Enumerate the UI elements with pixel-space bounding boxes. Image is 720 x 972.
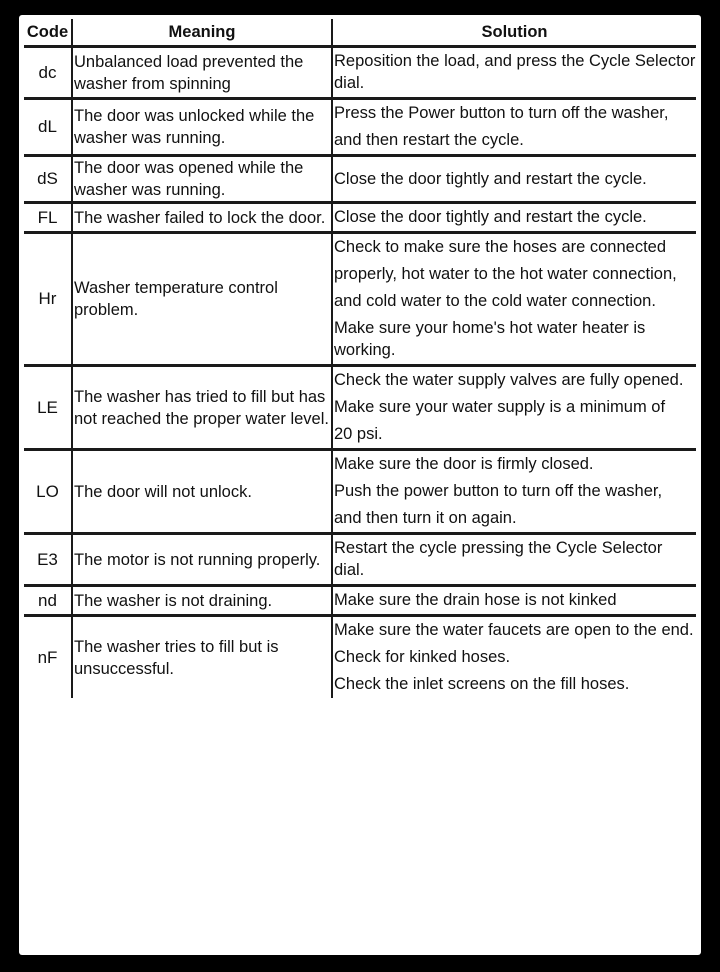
table-row — [24, 47, 696, 99]
header-solution: Solution — [332, 19, 696, 47]
solution-line: Make sure the water faucets are open to the end. — [334, 621, 694, 639]
error-meaning: The door was unlocked while the washer was running. — [72, 99, 332, 156]
error-code: LE — [24, 366, 72, 450]
table-row — [24, 99, 696, 156]
error-solution — [332, 366, 696, 450]
table-row — [24, 366, 696, 450]
solution-line: Close the door tightly and restart the cycle. — [334, 208, 647, 226]
solution-line: and cold water to the cold water connection. — [334, 292, 656, 310]
solution-line: Make sure your water supply is a minimum of — [334, 398, 666, 416]
solution-line: Check to make sure the hoses are connected — [334, 238, 667, 256]
error-code-table — [24, 19, 696, 698]
error-meaning: The washer has tried to fill but has not reached the proper water level. — [72, 366, 332, 450]
header-row — [24, 19, 696, 47]
error-code: dS — [24, 156, 72, 203]
error-solution — [332, 450, 696, 534]
table-row — [24, 616, 696, 699]
solution-line: properly, hot water to the hot water connection, — [334, 265, 677, 283]
error-solution — [332, 47, 696, 99]
error-solution — [332, 616, 696, 699]
error-code: dc — [24, 47, 72, 99]
solution-line: Check the inlet screens on the fill hoses. — [334, 675, 630, 693]
error-solution — [332, 203, 696, 233]
solution-line: Press the Power button to turn off the washer, — [334, 104, 669, 122]
table-row — [24, 233, 696, 366]
error-meaning: The door will not unlock. — [72, 450, 332, 534]
error-meaning: The motor is not running properly. — [72, 534, 332, 586]
error-code: LO — [24, 450, 72, 534]
table-row — [24, 450, 696, 534]
error-code: nd — [24, 586, 72, 616]
solution-line: Make sure the drain hose is not kinked — [334, 591, 617, 609]
error-solution — [332, 534, 696, 586]
error-solution — [332, 99, 696, 156]
solution-line: Close the door tightly and restart the cycle. — [334, 169, 647, 188]
error-code: FL — [24, 203, 72, 233]
header-meaning: Meaning — [72, 19, 332, 47]
table-body — [24, 47, 696, 699]
header-code: Code — [24, 19, 72, 47]
solution-line: and then turn it on again. — [334, 509, 517, 527]
error-meaning: The washer is not draining. — [72, 586, 332, 616]
solution-line: Restart the cycle pressing the Cycle Selector dial. — [334, 539, 663, 579]
solution-line: Make sure your home's hot water heater is working. — [334, 319, 646, 359]
table-row — [24, 156, 696, 203]
solution-line: Reposition the load, and press the Cycle Selector dial. — [334, 52, 696, 92]
solution-line: Make sure the door is firmly closed. — [334, 455, 594, 473]
error-solution — [332, 156, 696, 203]
error-meaning: The door was opened while the washer was running. — [72, 156, 332, 203]
solution-line: Push the power button to turn off the washer, — [334, 482, 663, 500]
table-row — [24, 203, 696, 233]
table-row — [24, 534, 696, 586]
solution-line: 20 psi. — [334, 425, 383, 443]
error-meaning: The washer tries to fill but is unsuccessful. — [72, 616, 332, 699]
error-solution — [332, 586, 696, 616]
error-meaning: Unbalanced load prevented the washer from spinning — [72, 47, 332, 99]
solution-line: and then restart the cycle. — [334, 131, 524, 149]
table-row — [24, 586, 696, 616]
error-code: nF — [37, 647, 58, 667]
solution-line: Check for kinked hoses. — [334, 648, 511, 666]
error-solution — [332, 233, 696, 366]
error-code: dL — [24, 99, 72, 156]
error-code: Hr — [24, 233, 72, 366]
document-frame — [19, 15, 701, 955]
error-meaning: The washer failed to lock the door. — [72, 203, 332, 233]
solution-line: Check the water supply valves are fully opened. — [334, 371, 684, 389]
error-meaning: Washer temperature control problem. — [72, 233, 332, 366]
error-code: E3 — [24, 534, 72, 586]
